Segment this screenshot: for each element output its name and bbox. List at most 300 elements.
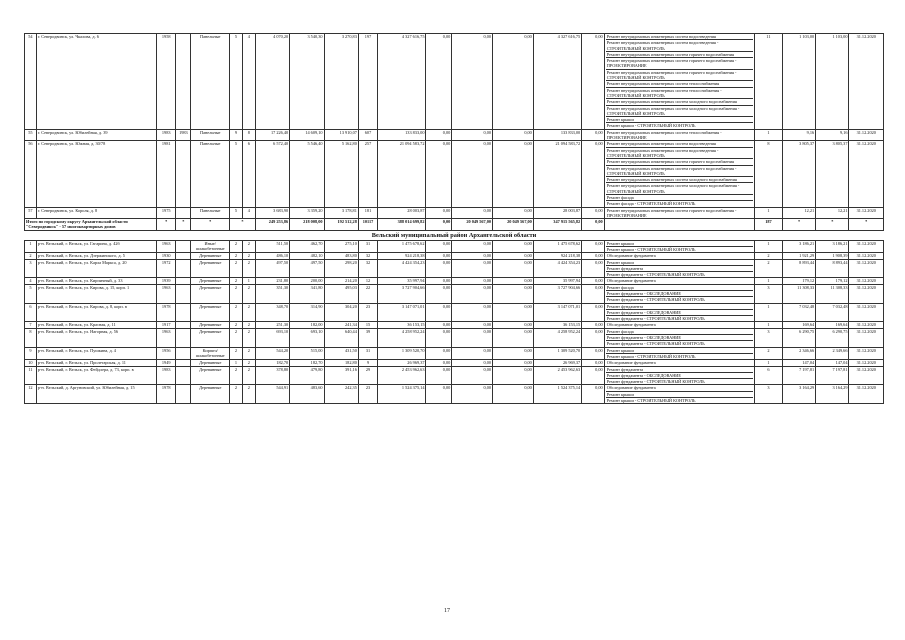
house-address: р-н. Вельский, г. Вельск, ул. Нагорная, д. 56	[36, 328, 156, 347]
total-area-sum: 249 253,86	[255, 219, 289, 230]
build-year: 1981	[157, 141, 176, 207]
living-area: 314,90	[290, 303, 324, 322]
residents-count: 23	[358, 385, 377, 404]
completion-date: 31.12.2020	[849, 34, 884, 130]
work-count: 2	[755, 253, 783, 259]
wall-material: Деревянные	[191, 385, 230, 404]
fund-cost: 0,00	[426, 240, 452, 253]
fund-cost: 0,00	[426, 141, 452, 207]
fund-cost: 0,00	[426, 278, 452, 284]
entrance-count: 2	[242, 366, 255, 385]
row-number: 57	[25, 207, 37, 219]
floor-count: 2	[230, 385, 243, 404]
living-area: 483,60	[290, 385, 324, 404]
owned-area: 182,80	[324, 360, 358, 366]
entrance-count: 1	[242, 278, 255, 284]
build-year: 1978	[157, 303, 176, 322]
owners-cost: 4 424 354,23	[533, 259, 581, 278]
region-budget-cost: 0,00	[452, 360, 493, 366]
entrance-count: 2	[242, 347, 255, 360]
unit-cost: 3 164,29	[782, 385, 815, 404]
local-budget-cost: 0,00	[493, 385, 534, 404]
region-budget-cost: 0,00	[452, 240, 493, 253]
total-area: 348,70	[255, 303, 289, 322]
completion-date: 31.12.2020	[849, 385, 884, 404]
work-count: 1	[755, 322, 783, 328]
completion-date: 31.12.2020	[849, 129, 884, 141]
total-placeholder: *	[176, 219, 191, 230]
build-year: 1983	[157, 129, 176, 141]
table-row	[25, 303, 884, 322]
build-year: 1949	[157, 360, 176, 366]
work-type-item: Ремонт фундамента - ОБСЛЕДОВАНИЕ	[606, 310, 753, 316]
renovation-year	[176, 240, 191, 253]
local-budget-cost: 0,00	[493, 328, 534, 347]
unit-cost: 1 103,00	[782, 34, 815, 130]
living-area: 5 546,40	[290, 141, 324, 207]
work-type-item: Ремонт внутридомовых инженерных систем горячего водоснабжения	[606, 159, 753, 165]
fund-cost: 0,00	[426, 303, 452, 322]
row-number: 12	[25, 385, 37, 404]
entrance-count: 4	[242, 207, 255, 219]
work-type-item: Ремонт внутридомовых инженерных систем горячего водоснабжения - ПРОЕКТИРОВАНИЕ	[606, 207, 737, 218]
living-area: 341,80	[290, 284, 324, 303]
work-types-cell	[604, 284, 754, 303]
work-type-item: Обследование фундамента	[606, 322, 656, 328]
floor-count: 5	[230, 34, 243, 130]
work-type-item: Ремонт крыши - СТРОИТЕЛЬНЫЙ КОНТРОЛЬ	[606, 353, 696, 359]
work-type-item: Ремонт крыши - СТРОИТЕЛЬНЫЙ КОНТРОЛЬ	[606, 123, 696, 129]
floor-count: 9	[230, 129, 243, 141]
renovation-year: 1983	[176, 129, 191, 141]
work-types-cell	[604, 240, 754, 253]
floor-count: 2	[230, 347, 243, 360]
repair-cost-total: 3 147 071,01	[378, 303, 426, 322]
owners-cost: 26 969,37	[533, 360, 581, 366]
completion-date: 31.12.2020	[849, 347, 884, 360]
unit-cost: 6 290,75	[782, 328, 815, 347]
completion-date: 31.12.2020	[849, 141, 884, 207]
unit-cost: 3 186,21	[782, 240, 815, 253]
floor-count: 2	[230, 366, 243, 385]
region-budget-cost: 0,00	[452, 322, 493, 328]
unit-cost: 169,64	[782, 322, 815, 328]
local-budget-cost: 0,00	[493, 259, 534, 278]
repair-cost-total: 28 003,87	[378, 207, 426, 219]
table-row	[25, 284, 884, 303]
region-budget-cost: 0,00	[452, 129, 493, 141]
row-number: 11	[25, 366, 37, 385]
work-types-cell	[604, 328, 754, 347]
local-budget-cost: 0,00	[493, 360, 534, 366]
house-address: р-н. Вельский, г. Вельск, ул. Дзержинского, д. 5	[36, 253, 156, 259]
fund-cost: 0,00	[426, 284, 452, 303]
wall-material: Панельные	[191, 129, 230, 141]
work-count: 3	[755, 284, 783, 303]
entrance-count: 6	[242, 141, 255, 207]
max-unit-cost: 1 908,39	[816, 253, 849, 259]
wall-material: Иные/ шлакобетонные	[191, 240, 230, 253]
work-type-item: Ремонт внутридомовых инженерных систем холодного водоснабжения	[606, 99, 753, 105]
local-budget-cost: 0,00	[493, 303, 534, 322]
work-type-item: Ремонт фасада	[606, 195, 753, 201]
repair-cost-total: 3 727 904,66	[378, 284, 426, 303]
fund-cost: 0,00	[426, 366, 452, 385]
region-budget-cost: 0,00	[452, 259, 493, 278]
total-placeholder: *	[816, 219, 849, 230]
entrance-count: 2	[242, 385, 255, 404]
house-address: р-н. Вельский, г. Вельск, ул. Карла Маркса, д. 20	[36, 259, 156, 278]
unit-cost: 11 308,33	[782, 284, 815, 303]
unit-cost: 8 893,44	[782, 259, 815, 278]
work-count: 3	[755, 385, 783, 404]
work-type-item: Ремонт внутридомовых инженерных систем теплоснабжения - СТРОИТЕЛЬНЫЙ КОНТРОЛЬ	[606, 88, 753, 100]
table-row	[25, 207, 884, 219]
house-address: г. Северодвинск, ул. Чкалова, д. 6	[36, 34, 156, 130]
work-type-item: Ремонт крыши - СТРОИТЕЛЬНЫЙ КОНТРОЛЬ	[606, 398, 696, 404]
fund-cost: 0,00	[426, 360, 452, 366]
work-type-item: Ремонт крыши	[606, 348, 753, 354]
max-unit-cost: 8 893,44	[816, 259, 849, 278]
residents-count: 32	[358, 253, 377, 259]
work-count-sum: 187	[755, 219, 783, 230]
work-type-item: Ремонт фундамента - СТРОИТЕЛЬНЫЙ КОНТРОЛЬ	[606, 297, 705, 303]
build-year: 1963	[157, 240, 176, 253]
unit-cost: 7 197,81	[782, 366, 815, 385]
total-placeholder: *	[191, 219, 230, 230]
residents-count: 15	[358, 322, 377, 328]
owned-area: 275,10	[324, 240, 358, 253]
repair-cost-total: 4 424 354,23	[378, 259, 426, 278]
row-number: 5	[25, 284, 37, 303]
local-budget-cost: 0,00	[493, 240, 534, 253]
total-label: Итого по городскому округу Архангельской области "Северодвинск" - 57 многоквартирных домов	[25, 219, 157, 230]
residents-count: 32	[358, 259, 377, 278]
entrance-count: 2	[242, 284, 255, 303]
wall-material: Деревянные	[191, 328, 230, 347]
other-cost: 0,00	[582, 322, 605, 328]
work-type-item: Ремонт крыши	[606, 117, 753, 123]
max-unit-cost: 1 103,00	[816, 34, 849, 130]
living-area: 515,00	[290, 347, 324, 360]
region-budget-cost: 0,00	[452, 34, 493, 130]
work-type-item: Ремонт фундамента - СТРОИТЕЛЬНЫЙ КОНТРОЛЬ	[606, 316, 705, 322]
work-type-item: Ремонт внутридомовых инженерных систем горячего водоснабжения - СТРОИТЕЛЬНЫЙ КОНТРОЛЬ	[606, 166, 753, 178]
row-number: 10	[25, 360, 37, 366]
max-unit-cost: 3 805,37	[816, 141, 849, 207]
residents-count: 197	[358, 34, 377, 130]
entrance-count: 2	[242, 253, 255, 259]
work-type-item: Ремонт внутридомовых инженерных систем водоотведения - СТРОИТЕЛЬНЫЙ КОНТРОЛЬ	[606, 40, 753, 52]
other-cost: 0,00	[582, 385, 605, 404]
work-type-item: Ремонт фундамента - ОБСЛЕДОВАНИЕ	[606, 291, 753, 297]
work-count: 1	[755, 360, 783, 366]
repair-cost-total: 924 218,38	[378, 253, 426, 259]
table-row	[25, 129, 884, 141]
fund-cost: 0,00	[426, 207, 452, 219]
repair-cost-total: 21 094 583,72	[378, 141, 426, 207]
local-budget-cost: 0,00	[493, 253, 534, 259]
house-address: р-н. Вельский, г. Вельск, ул. Кирова, д. 15, корп. 1	[36, 284, 156, 303]
floor-count: 1	[230, 360, 243, 366]
house-address: р-н. Вельский, г. Вельск, ул. Пушкина, д. 4	[36, 347, 156, 360]
build-year: 1963	[157, 284, 176, 303]
work-type-item: Ремонт фундамента - СТРОИТЕЛЬНЫЙ КОНТРОЛЬ	[606, 379, 705, 385]
page-number: 17	[444, 608, 450, 614]
table-row	[25, 366, 884, 385]
completion-date: 31.12.2020	[849, 253, 884, 259]
row-number: 8	[25, 328, 37, 347]
region-budget-cost: 0,00	[452, 328, 493, 347]
work-types-cell	[604, 366, 754, 385]
owners-cost: 28 003,87	[533, 207, 581, 219]
owners-cost-sum: 347 915 565,82	[533, 219, 581, 230]
total-placeholder: *	[782, 219, 815, 230]
wall-material: Деревянные	[191, 303, 230, 322]
region-budget-cost: 0,00	[452, 141, 493, 207]
renovation-year	[176, 34, 191, 130]
work-count: 2	[755, 347, 783, 360]
wall-material: Деревянные	[191, 322, 230, 328]
fund-cost: 0,00	[426, 347, 452, 360]
work-type-item: Ремонт крыши - СТРОИТЕЛЬНЫЙ КОНТРОЛЬ	[606, 246, 696, 252]
fund-cost-sum: 0,00	[426, 219, 452, 230]
floor-count: 2	[230, 240, 243, 253]
other-cost: 0,00	[582, 141, 605, 207]
region-budget-cost: 0,00	[452, 278, 493, 284]
renovation-year	[176, 259, 191, 278]
total-placeholder: *	[157, 219, 176, 230]
owned-area: 431,50	[324, 347, 358, 360]
build-year: 1963	[157, 328, 176, 347]
build-year: 1978	[157, 385, 176, 404]
owners-cost: 35 997,94	[533, 278, 581, 284]
owned-area: 3 270,83	[324, 34, 358, 130]
total-area: 693,10	[255, 328, 289, 347]
total-area: 17 226,40	[255, 129, 289, 141]
floor-count: 2	[230, 328, 243, 347]
region-budget-cost: 0,00	[452, 253, 493, 259]
work-type-item: Ремонт внутридомовых инженерных систем теплоснабжения	[606, 81, 753, 87]
wall-material: Деревянные	[191, 278, 230, 284]
house-address: г. Северодвинск, ул. Короля, д. 8	[36, 207, 156, 219]
living-area: 693,10	[290, 328, 324, 347]
work-type-item: Ремонт внутридомовых инженерных систем горячего водоснабжения	[606, 52, 753, 58]
completion-date: 31.12.2020	[849, 360, 884, 366]
residents-count: 22	[358, 284, 377, 303]
build-year: 1983	[157, 366, 176, 385]
work-type-item: Ремонт фасада	[606, 329, 753, 335]
row-number: 4	[25, 278, 37, 284]
wall-material: Кирпич/ шлакобетонные	[191, 347, 230, 360]
living-area: 482,10	[290, 253, 324, 259]
unit-cost: 179,12	[782, 278, 815, 284]
other-cost: 0,00	[582, 278, 605, 284]
work-type-item: Ремонт фундамента - ОБСЛЕДОВАНИЕ	[606, 335, 753, 341]
work-count: 8	[755, 141, 783, 207]
repair-cost-total: 4 258 952,24	[378, 328, 426, 347]
floor-count: 2	[230, 253, 243, 259]
owned-area: 391,16	[324, 366, 358, 385]
local-budget-cost: 0,00	[493, 34, 534, 130]
local-budget-cost: 0,00	[493, 322, 534, 328]
living-area: 462,70	[290, 240, 324, 253]
region-budget-cost: 0,00	[452, 207, 493, 219]
work-type-item: Ремонт внутридомовых инженерных систем холодного водоснабжения - СТРОИТЕЛЬНЫЙ КОНТРОЛЬ	[606, 106, 753, 118]
other-cost: 0,00	[582, 366, 605, 385]
work-type-item: Ремонт крыши	[606, 392, 753, 398]
row-number: 1	[25, 240, 37, 253]
house-address: г. Северодвинск, ул. Юбилейная, д. 39	[36, 129, 156, 141]
row-number: 55	[25, 129, 37, 141]
build-year: 1956	[157, 347, 176, 360]
max-unit-cost: 7 197,81	[816, 366, 849, 385]
work-type-item: Ремонт крыши	[606, 241, 753, 247]
total-area: 497,50	[255, 259, 289, 278]
entrance-count: 2	[242, 322, 255, 328]
owned-area: 495,03	[324, 284, 358, 303]
floor-count: 5	[230, 141, 243, 207]
living-area: 182,00	[290, 322, 324, 328]
work-type-item: Ремонт фундамента	[606, 266, 753, 272]
work-count: 2	[755, 259, 783, 278]
total-area: 486,10	[255, 253, 289, 259]
region-budget-cost: 0,00	[452, 284, 493, 303]
total-area: 182,70	[255, 360, 289, 366]
residents-count: 39	[358, 328, 377, 347]
work-type-item: Ремонт внутридомовых инженерных систем горячего водоснабжения - СТРОИТЕЛЬНЫЙ КОНТРОЛЬ	[606, 70, 753, 82]
repair-cost-total: 1 475 678,62	[378, 240, 426, 253]
other-cost: 0,00	[582, 34, 605, 130]
build-year: 1930	[157, 253, 176, 259]
renovation-year	[176, 141, 191, 207]
total-work-blank	[604, 219, 754, 230]
owned-area: 3 178,81	[324, 207, 358, 219]
owned-area: 241,34	[324, 322, 358, 328]
row-number: 6	[25, 303, 37, 322]
completion-date: 31.12.2020	[849, 240, 884, 253]
entrance-count: 2	[242, 303, 255, 322]
total-area: 251,30	[255, 322, 289, 328]
living-area: 182,70	[290, 360, 324, 366]
region-heading-row	[25, 230, 884, 240]
max-unit-cost: 12,21	[816, 207, 849, 219]
fund-cost: 0,00	[426, 253, 452, 259]
work-types-cell	[604, 303, 754, 322]
build-year: 1917	[157, 322, 176, 328]
unit-cost: 147,04	[782, 360, 815, 366]
work-type-item: Ремонт фундамента	[606, 304, 753, 310]
owners-cost: 3 727 904,66	[533, 284, 581, 303]
table-row	[25, 385, 884, 404]
work-type-item: Ремонт крыши	[606, 260, 753, 266]
work-type-item: Ремонт фасада - СТРОИТЕЛЬНЫЙ КОНТРОЛЬ	[606, 201, 696, 207]
owned-area: 13 910,07	[324, 129, 358, 141]
wall-material: Панельные	[191, 141, 230, 207]
fund-cost: 0,00	[426, 322, 452, 328]
fund-cost: 0,00	[426, 385, 452, 404]
fund-cost: 0,00	[426, 129, 452, 141]
completion-date: 31.12.2020	[849, 328, 884, 347]
work-type-item: Обследование фундамента	[606, 278, 656, 284]
owners-cost: 4 258 952,24	[533, 328, 581, 347]
total-area: 3 683,90	[255, 207, 289, 219]
total-area: 544,20	[255, 347, 289, 360]
total-row	[25, 219, 884, 230]
table-row	[25, 141, 884, 207]
work-type-item: Ремонт внутридомовых инженерных систем холодного водоснабжения	[606, 177, 753, 183]
wall-material: Деревянные	[191, 284, 230, 303]
entrance-count: 8	[242, 129, 255, 141]
owned-area: 298,20	[324, 259, 358, 278]
work-type-item: Ремонт внутридомовых инженерных систем теплоснабжения - ПРОЕКТИРОВАНИЕ	[606, 129, 722, 141]
total-placeholder: *	[230, 219, 256, 230]
residents-count: 9	[358, 360, 377, 366]
table-row	[25, 34, 884, 130]
work-types-cell	[604, 385, 754, 404]
work-types-cell	[604, 129, 754, 141]
work-type-item: Ремонт фундамента - СТРОИТЕЛЬНЫЙ КОНТРОЛЬ	[606, 341, 705, 347]
work-types-cell	[604, 207, 754, 219]
owned-area: 214,20	[324, 278, 358, 284]
house-address: р-н. Вельский, г. Вельск, ул. Красная, д. 11	[36, 322, 156, 328]
repair-cost-total: 1 524 375,14	[378, 385, 426, 404]
total-area: 351,30	[255, 284, 289, 303]
house-address: р-н. Вельский, д. Аргуновский, ул. Юбилейная, д. 15	[36, 385, 156, 404]
completion-date: 31.12.2020	[849, 322, 884, 328]
unit-cost: 9,16	[782, 129, 815, 141]
work-type-item: Ремонт внутридомовых инженерных систем водоотведения	[606, 141, 753, 147]
work-count: 1	[755, 207, 783, 219]
residents-count: 181	[358, 207, 377, 219]
house-address: г. Северодвинск, ул. Южная, д. 30/78	[36, 141, 156, 207]
entrance-count: 2	[242, 360, 255, 366]
fund-cost: 0,00	[426, 328, 452, 347]
work-types-cell	[604, 259, 754, 278]
table-section-severodvinsk	[25, 34, 884, 219]
total-area: 4 070,20	[255, 34, 289, 130]
house-address: р-н. Вельский, г. Вельск, ул. Фейдлера, д. 73, корп. в	[36, 366, 156, 385]
unit-cost: 2 346,66	[782, 347, 815, 360]
wall-material: Деревянные	[191, 366, 230, 385]
owners-cost: 924 218,38	[533, 253, 581, 259]
entrance-count: 2	[242, 328, 255, 347]
work-type-item: Обследование фундамента	[606, 253, 656, 259]
work-type-item: Обследование фундамента	[606, 385, 753, 391]
unit-cost: 12,21	[782, 207, 815, 219]
floor-count: 2	[230, 259, 243, 278]
residents-count: 31	[358, 347, 377, 360]
max-unit-cost: 7 032,48	[816, 303, 849, 322]
row-number: 56	[25, 141, 37, 207]
table-section-velsk	[25, 240, 884, 404]
work-count: 6	[755, 366, 783, 385]
other-cost: 0,00	[582, 303, 605, 322]
region-budget-cost: 0,00	[452, 385, 493, 404]
total-placeholder: *	[849, 219, 884, 230]
row-number: 3	[25, 259, 37, 278]
repair-cost-total: 2 453 962,63	[378, 366, 426, 385]
owners-cost: 4 327 616,75	[533, 34, 581, 130]
owners-cost: 133 833,00	[533, 129, 581, 141]
other-cost: 0,00	[582, 328, 605, 347]
row-number: 9	[25, 347, 37, 360]
living-area: 479,80	[290, 366, 324, 385]
work-types-cell	[604, 347, 754, 360]
wall-material: Панельные	[191, 34, 230, 130]
work-types-cell	[604, 34, 754, 130]
owned-area: 304,20	[324, 303, 358, 322]
